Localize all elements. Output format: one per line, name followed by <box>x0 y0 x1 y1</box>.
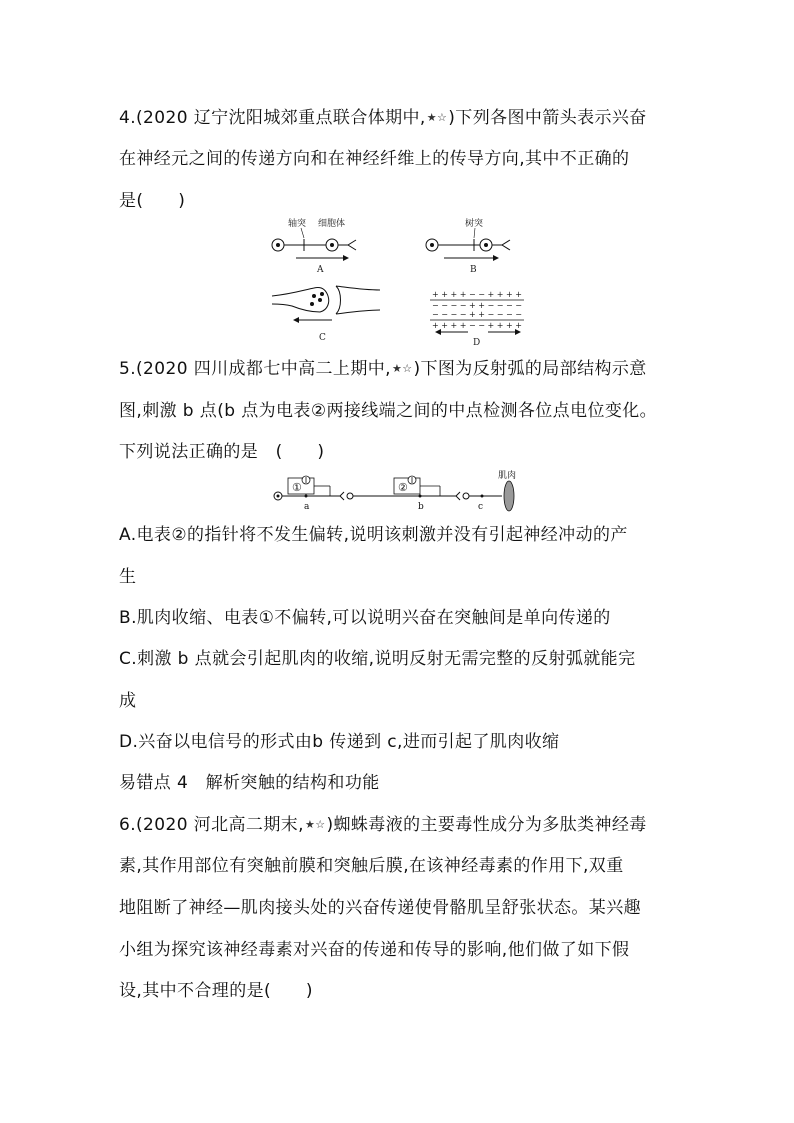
q4-figure <box>262 214 552 348</box>
q6-line-5: 设,其中不合理的是( ) <box>119 981 313 1001</box>
q6-stem-start: )蜘蛛毒液的主要毒性成分为多肽类神经毒 <box>326 815 647 835</box>
muscle-shape <box>504 481 514 511</box>
q4-source: 4.(2020 辽宁沈阳城郊重点联合体期中, <box>119 108 426 128</box>
q6-line-3: 地阻断了神经—肌肉接头处的兴奋传递使骨骼肌呈舒张状态。某兴趣 <box>119 898 641 918</box>
q5-line-2: 图,刺激 b 点(b 点为电表②两接线端之间的中点检测各位点电位变化。 <box>119 401 658 421</box>
q4-stem-start: )下列各图中箭头表示兴奋 <box>448 108 647 128</box>
q4-line-2: 在神经元之间的传递方向和在神经纤维上的传导方向,其中不正确的 <box>119 149 630 169</box>
q5-option-a-line-2: 生 <box>119 567 137 587</box>
muscle-label: 肌肉 <box>498 471 517 481</box>
q4-line-1 <box>119 107 647 129</box>
soma-label: 细胞体 <box>318 219 346 229</box>
q5-source: 5.(2020 四川成都七中高二上期中, <box>119 359 391 379</box>
panel-d <box>430 290 524 348</box>
axon-label: 轴突 <box>288 219 307 229</box>
d-row-4: + + + + − − + + + + <box>432 321 522 330</box>
q5-option-d: D.兴奋以电信号的形式由b 传递到 c,进而引起了肌肉收缩 <box>119 732 560 752</box>
q6-source: 6.(2020 河北高二期末, <box>119 815 304 835</box>
q4-line-3: 是( ) <box>119 191 186 211</box>
q5-option-a-line-1: A.电表②的指针将不发生偏转,说明该刺激并没有引起神经冲动的产 <box>119 525 628 545</box>
section-heading: 易错点 4 解析突触的结构和功能 <box>119 773 380 793</box>
q5-line-3: 下列说法正确的是 ( ) <box>119 442 325 462</box>
point-b: b <box>418 502 424 512</box>
q5-figure <box>270 470 530 516</box>
panel-d-label: D <box>473 338 481 348</box>
difficulty-stars-icon: ★☆ <box>426 111 448 124</box>
meter-1-label: ① <box>292 481 302 494</box>
dendrite-label: 树突 <box>465 219 484 229</box>
panel-b-label: B <box>470 265 477 275</box>
q5-line-1 <box>119 358 647 380</box>
q6-line-1 <box>119 814 647 836</box>
d-row-3: − − − − + + − − − − <box>432 310 522 319</box>
panel-a-label: A <box>317 265 324 275</box>
difficulty-stars-icon: ★☆ <box>391 362 413 375</box>
panel-b <box>426 217 510 275</box>
d-row-2: − − − − + + − − − − <box>432 301 522 310</box>
meter-2-label: ② <box>398 481 408 494</box>
panel-c-label: C <box>319 333 326 343</box>
point-c: c <box>478 502 484 512</box>
panel-a <box>272 217 356 275</box>
q6-line-4: 小组为探究该神经毒素对兴奋的传递和传导的影响,他们做了如下假 <box>119 940 630 960</box>
difficulty-stars-icon: ★☆ <box>304 818 326 831</box>
q5-stem-start: )下图为反射弧的局部结构示意 <box>413 359 647 379</box>
point-a: a <box>304 502 310 512</box>
q6-line-2: 素,其作用部位有突触前膜和突触后膜,在该神经毒素的作用下,双重 <box>119 856 624 876</box>
d-row-1: + + + + − − + + + + <box>432 290 522 299</box>
q5-option-c-line-1: C.刺激 b 点就会引起肌肉的收缩,说明反射无需完整的反射弧就能完 <box>119 649 636 669</box>
q5-option-b: B.肌肉收缩、电表①不偏转,可以说明兴奋在突触间是单向传递的 <box>119 608 611 628</box>
q5-option-c-line-2: 成 <box>119 691 137 711</box>
panel-c <box>272 286 380 343</box>
